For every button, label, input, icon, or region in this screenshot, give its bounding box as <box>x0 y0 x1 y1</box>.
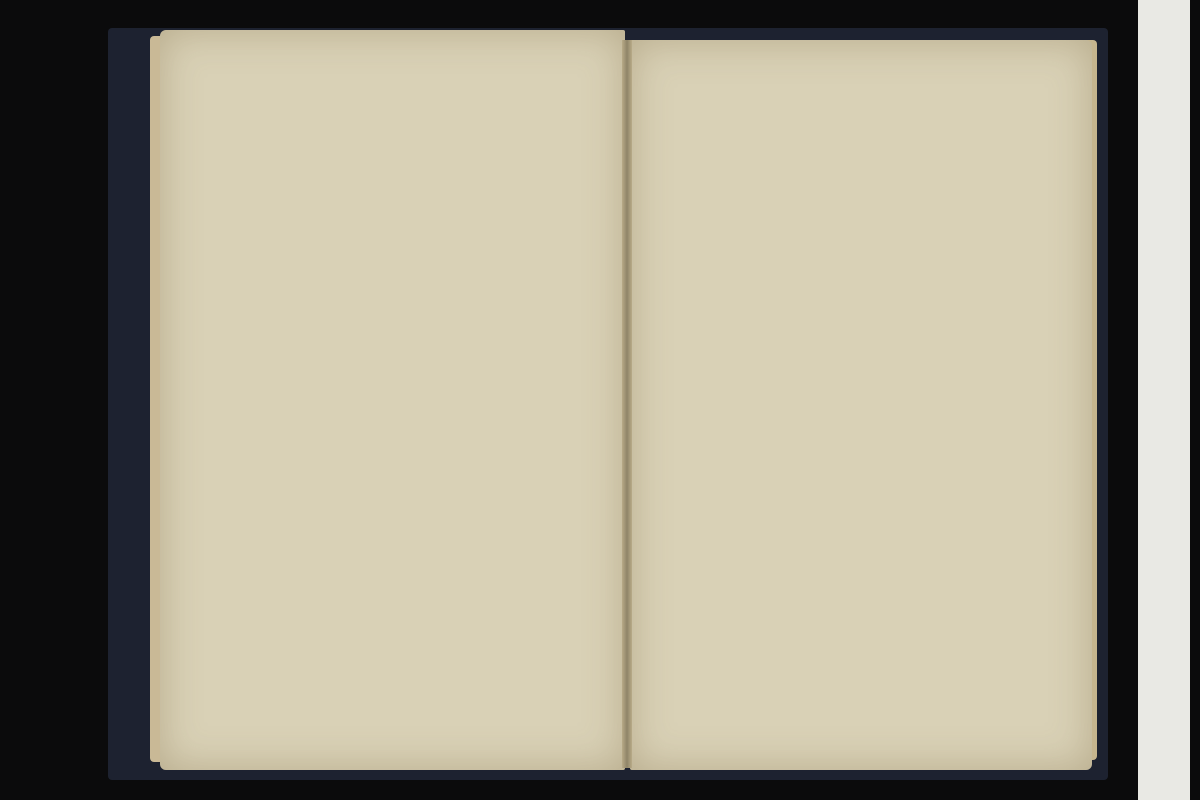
measuring-ruler <box>1138 0 1190 800</box>
right-page <box>630 40 1092 770</box>
book-gutter <box>622 40 632 768</box>
left-page <box>160 30 625 770</box>
